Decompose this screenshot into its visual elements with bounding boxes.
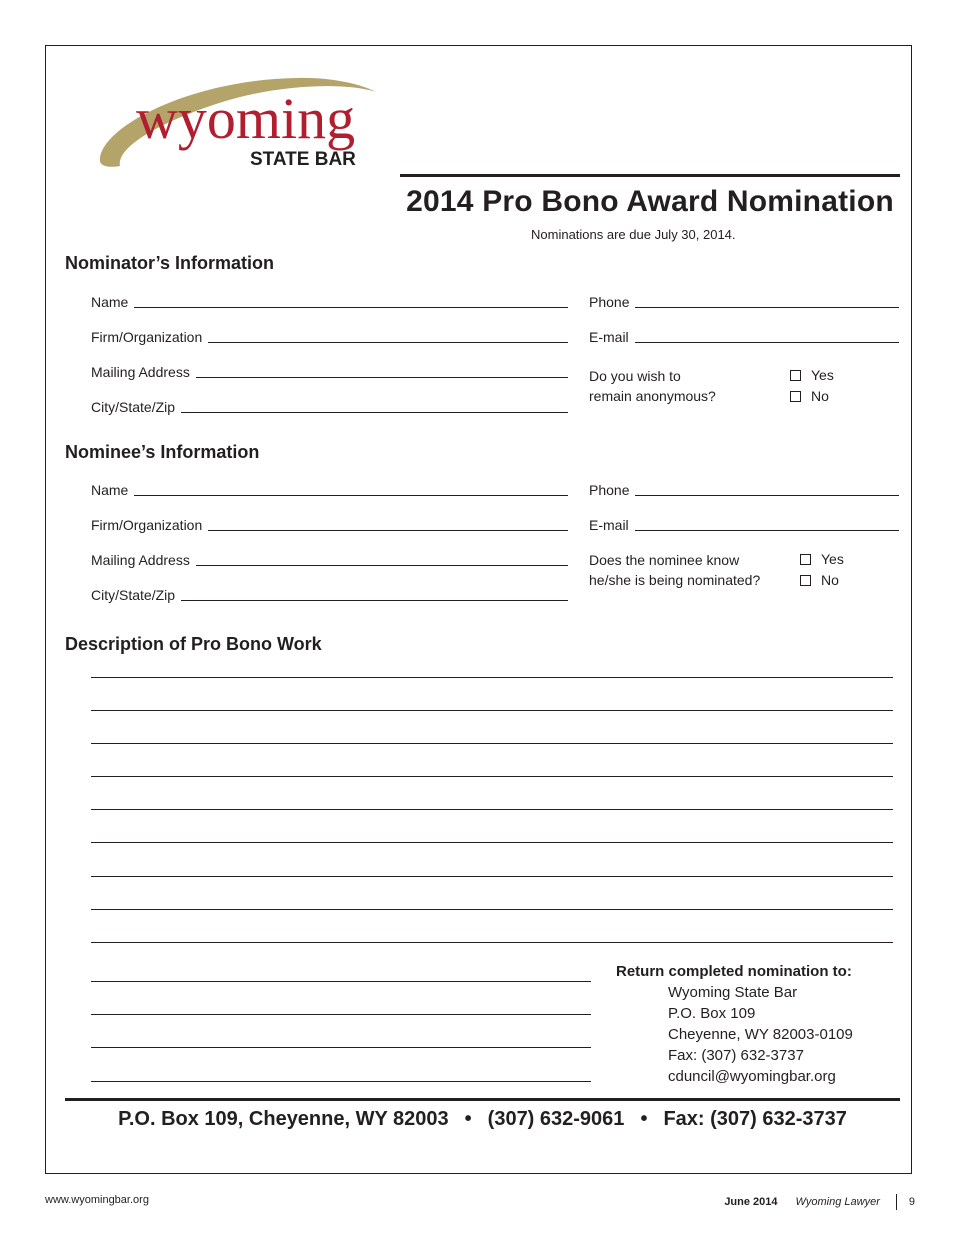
footer-magazine: Wyoming Lawyer	[795, 1196, 880, 1208]
nominee-phone-line[interactable]	[635, 481, 899, 496]
nominee-address-field[interactable]	[91, 551, 568, 568]
nominator-firm-line[interactable]	[208, 328, 568, 343]
nominator-anonymous-no[interactable]	[790, 388, 829, 404]
contact-address: P.O. Box 109, Cheyenne, WY 82003	[118, 1108, 449, 1130]
nominator-heading: Nominator’s Information	[65, 253, 275, 273]
bullet-separator: •	[640, 1108, 648, 1130]
description-line[interactable]	[91, 981, 591, 982]
footer-website[interactable]: www.wyomingbar.org	[45, 1194, 149, 1206]
contact-bar	[65, 1108, 900, 1131]
nominator-anonymous-yes[interactable]	[790, 367, 834, 383]
nominee-name-field[interactable]	[91, 481, 568, 498]
due-note: Nominations are due July 30, 2014.	[531, 227, 736, 242]
footer-right	[724, 1194, 915, 1210]
nominee-firm-label: Firm/Organization	[91, 517, 203, 533]
nominee-city-field[interactable]	[91, 586, 568, 603]
nominee-aware-no[interactable]	[800, 572, 839, 588]
nominee-firm-field[interactable]	[91, 516, 568, 533]
nominee-email-field[interactable]	[589, 516, 899, 533]
checkbox-icon[interactable]	[800, 554, 811, 565]
return-heading: Return completed nomination to:	[616, 963, 852, 980]
description-line[interactable]	[91, 809, 893, 810]
nominee-address-line[interactable]	[196, 551, 568, 566]
contact-fax: Fax: (307) 632-3737	[663, 1108, 847, 1130]
nominee-address-label: Mailing Address	[91, 552, 190, 568]
return-org: Wyoming State Bar	[668, 984, 798, 1001]
form-title: 2014 Pro Bono Award Nomination	[406, 185, 894, 218]
nominator-city-line[interactable]	[181, 398, 568, 413]
nominator-email-line[interactable]	[635, 328, 899, 343]
description-line[interactable]	[91, 710, 893, 711]
description-line[interactable]	[91, 743, 893, 744]
nominator-address-field[interactable]	[91, 363, 568, 380]
bullet-separator: •	[464, 1108, 472, 1130]
nominator-email-label: E-mail	[589, 329, 629, 345]
nominee-name-label: Name	[91, 482, 129, 498]
nominee-email-line[interactable]	[635, 516, 899, 531]
return-city: Cheyenne, WY 82003-0109	[668, 1026, 853, 1043]
nominee-aware-question	[589, 550, 760, 590]
nominator-phone-label: Phone	[589, 294, 630, 310]
nominator-name-field[interactable]	[91, 293, 568, 310]
description-line[interactable]	[91, 1014, 591, 1015]
nominee-question-line2: he/she is being nominated?	[589, 572, 761, 588]
nominee-firm-line[interactable]	[208, 516, 568, 531]
nominator-firm-field[interactable]	[91, 328, 568, 345]
nominator-phone-line[interactable]	[635, 293, 899, 308]
nominator-city-label: City/State/Zip	[91, 399, 176, 415]
logo-subtitle: STATE BAR	[250, 149, 356, 170]
checkbox-icon[interactable]	[790, 370, 801, 381]
nominator-email-field[interactable]	[589, 328, 899, 345]
nominator-no-label: No	[811, 388, 829, 404]
description-line[interactable]	[91, 876, 893, 877]
nominator-city-field[interactable]	[91, 398, 568, 415]
nominator-question-line1: Do you wish to	[589, 368, 681, 384]
nominee-city-line[interactable]	[181, 586, 568, 601]
description-line[interactable]	[91, 1047, 591, 1048]
nominee-no-label: No	[821, 572, 839, 588]
nominee-city-label: City/State/Zip	[91, 587, 176, 603]
nominee-heading: Nominee’s Information	[65, 442, 260, 462]
description-line[interactable]	[91, 677, 893, 678]
checkbox-icon[interactable]	[790, 391, 801, 402]
nominee-phone-field[interactable]	[589, 481, 899, 498]
description-line[interactable]	[91, 776, 893, 777]
nominee-question-line1: Does the nominee know	[589, 552, 740, 568]
nominator-anonymous-question	[589, 366, 716, 406]
description-line[interactable]	[91, 842, 893, 843]
wyoming-state-bar-logo	[96, 70, 406, 180]
nominee-aware-yes[interactable]	[800, 551, 844, 567]
nominator-phone-field[interactable]	[589, 293, 899, 310]
description-line[interactable]	[91, 1081, 591, 1082]
footer-date: June 2014	[724, 1196, 778, 1208]
return-box: P.O. Box 109	[668, 1005, 756, 1022]
return-info	[616, 961, 853, 1087]
nominator-firm-label: Firm/Organization	[91, 329, 203, 345]
contact-rule	[65, 1098, 900, 1101]
page-number: 9	[908, 1196, 915, 1208]
nominee-email-label: E-mail	[589, 517, 629, 533]
checkbox-icon[interactable]	[800, 575, 811, 586]
nominee-yes-label: Yes	[821, 551, 844, 567]
nominator-yes-label: Yes	[811, 367, 834, 383]
description-heading: Description of Pro Bono Work	[65, 634, 322, 654]
return-fax: Fax: (307) 632-3737	[668, 1047, 804, 1064]
return-email: cduncil@wyomingbar.org	[668, 1068, 836, 1085]
nominee-phone-label: Phone	[589, 482, 630, 498]
nominator-name-line[interactable]	[134, 293, 568, 308]
description-line[interactable]	[91, 942, 893, 943]
footer-divider	[896, 1194, 897, 1210]
title-rule	[400, 174, 900, 177]
description-line[interactable]	[91, 909, 893, 910]
nominator-name-label: Name	[91, 294, 129, 310]
logo-wordmark: wyoming	[136, 86, 356, 151]
nominator-question-line2: remain anonymous?	[589, 388, 716, 404]
contact-phone: (307) 632-9061	[487, 1108, 625, 1130]
nominee-name-line[interactable]	[134, 481, 568, 496]
nominator-address-label: Mailing Address	[91, 364, 190, 380]
nominator-address-line[interactable]	[196, 363, 568, 378]
